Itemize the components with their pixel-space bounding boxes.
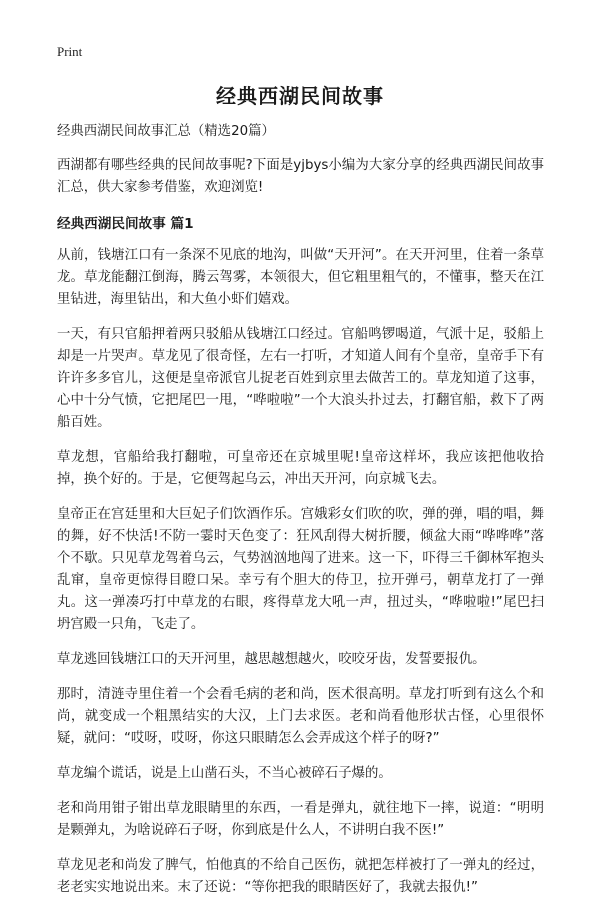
story-paragraph: 皇帝正在宫廷里和大巨妃子们饮酒作乐。宫娥彩女们吹的吹，弹的弹，唱的唱，舞的舞，好不快活!不防一霎时天色变了：狂风刮得大树折腰，倾盆大雨“哗哗哗”落个不歇。只见草龙驾着乌云，气势汹汹地闯了进来。这一下，吓得三千御林军抱头乱窜，皇帝更惊得目瞪口呆。幸亏有个胆大的侍卫，拉开弹弓，朝草龙打了一弹丸。这一弹凑巧打中草龙的右眼，疼得草龙大吼一声，扭过头，“哗啦啦!”尾巴扫坍宫殿一只角，飞走了。: [57, 507, 544, 632]
story-paragraph: 草龙逃回钱塘江口的天开河里，越思越想越火，咬咬牙齿，发誓要报仇。: [57, 652, 486, 667]
story-paragraph: 草龙见老和尚发了脾气，怕他真的不给自己医伤，就把怎样被打了一弹丸的经过，老老实实地说出来。末了还说：“等你把我的眼睛医好了，我就去报仇!”: [57, 858, 544, 895]
story-paragraph: 一天，有只官船押着两只驳船从钱塘江口经过。官船鸣锣喝道，气派十足，驳船上却是一片哭声。草龙见了很奇怪，左右一打听，才知道人间有个皇帝，皇帝手下有许许多多官儿，这便是皇帝派官儿捉老百姓到京里去做苦工的。草龙知道了这事，心中十分气愤，它把尾巴一甩，“哗啦啦”一个大浪头扑过去，打翻官船，救下了两船百姓。: [57, 327, 544, 430]
story-paragraph: 草龙想，官船给我打翻啦，可皇帝还在京城里呢!皇帝这样坏，我应该把他收拾掉，换个好的。于是，它便驾起乌云，冲出天开河，向京城飞去。: [57, 450, 544, 487]
story-paragraph: 草龙编个谎话，说是上山凿石头，不当心被碎石子爆的。: [57, 766, 392, 781]
section-heading: 经典西湖民间故事 篇1: [57, 216, 194, 232]
story-paragraph: 那时，清涟寺里住着一个会看毛病的老和尚，医术很高明。草龙打听到有这么个和尚，就变成一个粗黑结实的大汉，上门去求医。老和尚看他形状古怪，心里很怀疑，就问：“哎呀，哎呀，你这只眼睛怎么会弄成这个样子的呀?”: [57, 687, 544, 746]
story-paragraph: 老和尚用钳子钳出草龙眼睛里的东西，一看是弹丸，就往地下一摔，说道：“明明是颗弹丸，为啥说碎石子呀，你到底是什么人，不讲明白我不医!”: [57, 801, 544, 838]
document-subtitle: 经典西湖民间故事汇总（精选20篇）: [57, 124, 275, 139]
document-body: [57, 121, 544, 912]
print-link[interactable]: Print: [57, 44, 83, 59]
story-paragraph: 从前，钱塘江口有一条深不见底的地沟，叫做“天开河”。在天开河里，住着一条草龙。草龙能翻江倒海，腾云驾雾，本领很大，但它粗里粗气的，不懂事，整天在江里钻进，海里钻出，和大鱼小虾们嬉戏。: [57, 248, 544, 307]
intro-paragraph: 西湖都有哪些经典的民间故事呢?下面是yjbys小编为大家分享的经典西湖民间故事汇总，供大家参考借鉴，欢迎浏览!: [57, 158, 544, 195]
page-title: 经典西湖民间故事: [216, 84, 384, 108]
